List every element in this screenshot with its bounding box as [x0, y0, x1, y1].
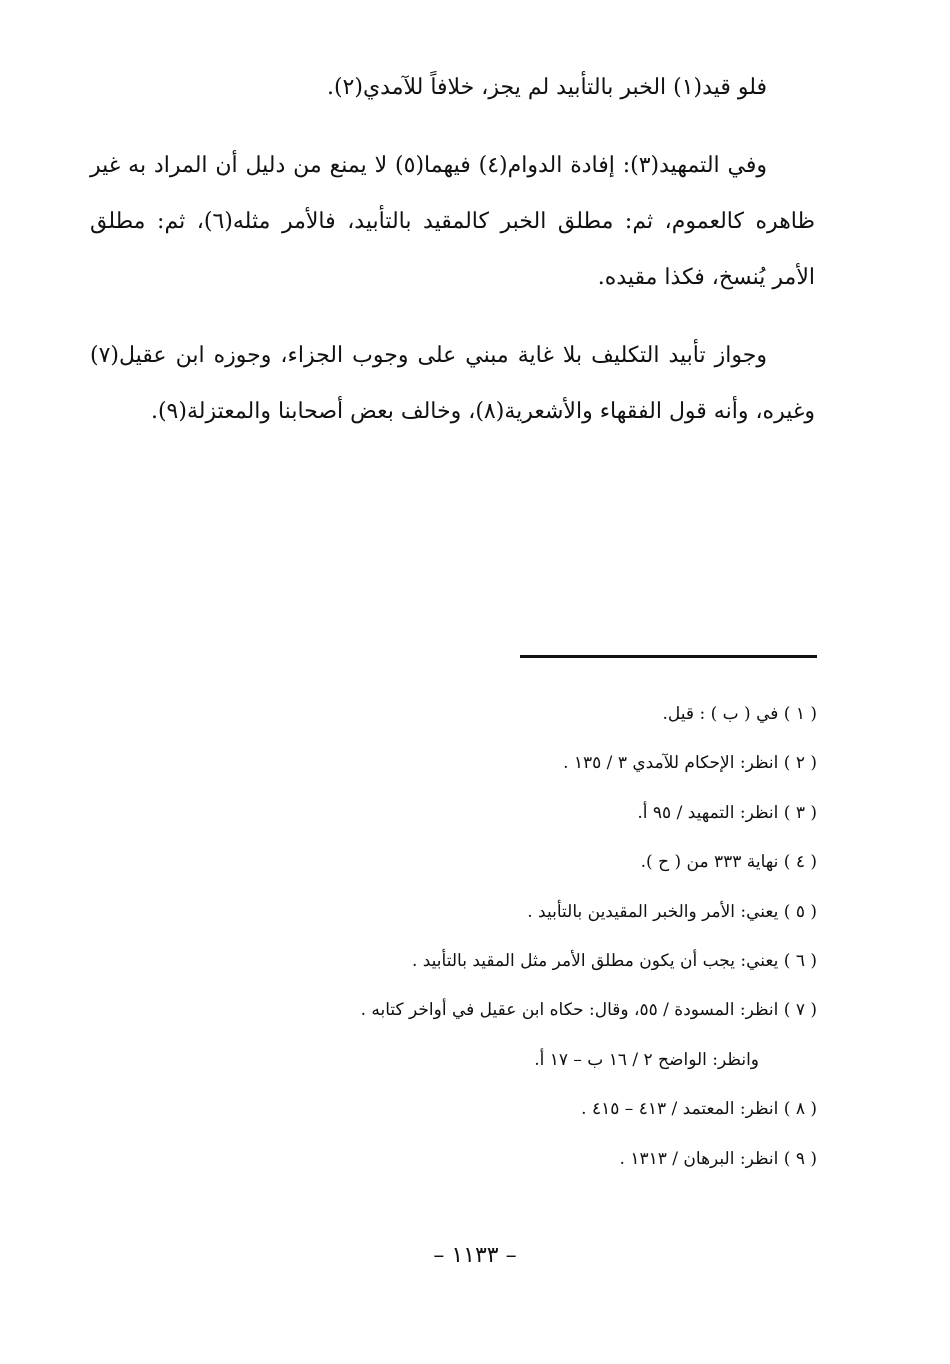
footnote-1: ( ١ ) في ( ب ) : قيل.	[662, 704, 817, 724]
footnote-7: ( ٧ ) انظر: المسودة / ٥٥، وقال: حكاه ابن عقيل في أواخر كتابه .	[360, 1000, 817, 1021]
page-number: – ١١٣٣ –	[433, 1243, 517, 1268]
body-paragraph-2: وفي التمهيد(٣): إفادة الدوام(٤) فيهما(٥) لا يمنع من دليل أن المراد به غير ظاهره كالعموم، ثم: مطلق الخبر كالمقيد بالتأبيد، فالأمر مثله(٦)، ثم: مطلق الأمر يُنسخ، فكذا مقيده.	[90, 153, 816, 290]
footnote-5: ( ٥ ) يعني: الأمر والخبر المقيدين بالتأبيد .	[527, 901, 817, 922]
footnote-2: ( ٢ ) انظر: الإحكام للآمدي ٣ / ١٣٥ .	[563, 753, 817, 774]
footnotes-section	[90, 690, 817, 1184]
footnote-4: ( ٤ ) نهاية ٣٣٣ من ( ح ).	[640, 852, 817, 873]
body-paragraph-1: فلو قيد(١) الخبر بالتأبيد لم يجز، خلافاً للآمدي(٢).	[326, 75, 767, 100]
body-text	[90, 60, 815, 460]
footnote-divider	[520, 655, 817, 658]
footnote-7-continuation: وانظر: الواضح ٢ / ١٦ ب – ١٧ أ.	[534, 1049, 759, 1070]
footnote-9: ( ٩ ) انظر: البرهان / ١٣١٣ .	[619, 1148, 817, 1169]
footnote-8: ( ٨ ) انظر: المعتمد / ٤١٣ – ٤١٥ .	[581, 1099, 817, 1120]
footnote-3: ( ٣ ) انظر: التمهيد / ٩٥ أ.	[637, 802, 817, 823]
footnote-6: ( ٦ ) يعني: يجب أن يكون مطلق الأمر مثل المقيد بالتأبيد .	[411, 951, 817, 972]
body-paragraph-3: وجواز تأبيد التكليف بلا غاية مبني على وجوب الجزاء، وجوزه ابن عقيل(٧) وغيره، وأنه قول الفقهاء والأشعرية(٨)، وخالف بعض أصحابنا والمعتزلة(٩).	[90, 343, 815, 424]
